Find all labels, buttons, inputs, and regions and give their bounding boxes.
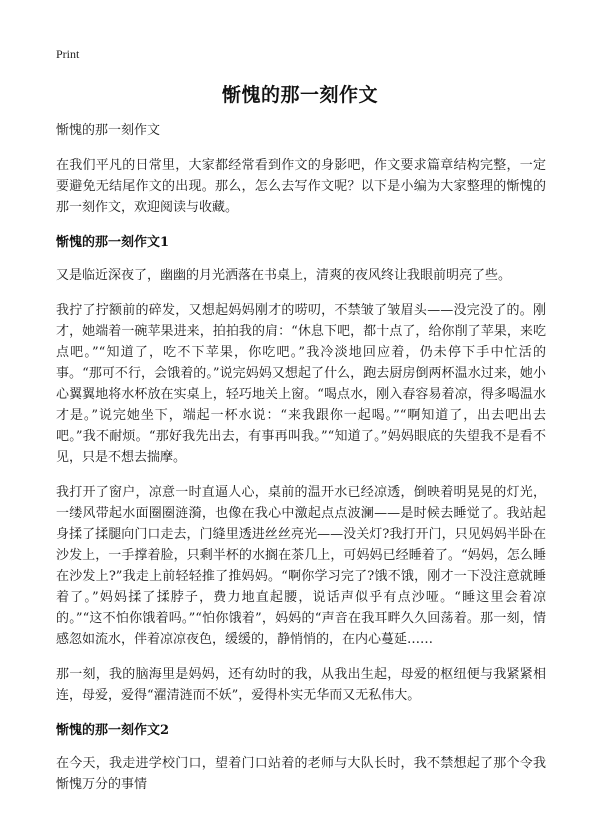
section-1-paragraph-1: 又是临近深夜了，幽幽的月光洒落在书桌上，清爽的夜风终让我眼前明亮了些。: [56, 268, 512, 283]
section-heading-2: 惭愧的那一刻作文2: [56, 723, 170, 738]
section-1-paragraph-3: 我打开了窗户，凉意一时直逼人心，桌前的温开水已经凉透，倒映着明晃晃的灯光，一缕风带起水面圈圈涟漪，也像在我心中激起点点波澜——是时候去睡觉了。我站起身揉了揉腿向门口走去，门缝里透进丝丝亮光——没关灯?我打开门，只见妈妈半卧在沙发上，一手撑着脸，只剩半杯的水搁在茶几上，可妈妈已经睡着了。“妈妈，怎么睡在沙发上?”我走上前轻轻推了推妈妈。“啊你学习完了?饿不饿，刚才一下没注意就睡着了。”妈妈揉了揉脖子，费力地直起腰，说话声似乎有点沙哑。“睡这里会着凉的。”“这不怕你饿着吗。”“怕你饿着”，妈妈的“声音在我耳畔久久回荡着。那一刻，情感忽如流水，伴着凉凉夜色，缓缓的，静悄悄的，在内心蔓延……: [56, 485, 546, 647]
print-link[interactable]: Print: [56, 47, 80, 61]
article-body: [56, 120, 546, 809]
page-title: 惭愧的那一刻作文: [221, 84, 378, 106]
section-2-paragraph-1: 在今天，我走进学校门口，望着门口站着的老师与大队长时，我不禁想起了那个令我惭愧万分的事情: [56, 756, 546, 792]
section-1-paragraph-4: 那一刻，我的脑海里是妈妈，还有幼时的我，从我出生起，母爱的枢纽便与我紧紧相连，母爱，爱得“濯清涟而不妖”，爱得朴实无华而又无私伟大。: [56, 667, 546, 703]
section-1-paragraph-2: 我拧了拧额前的碎发，又想起妈妈刚才的唠叨，不禁皱了皱眉头——没完没了的。刚才，她端着一碗苹果进来，拍拍我的肩：“休息下吧，都十点了，给你削了苹果，来吃点吧。”“知道了，吃不下苹果，你吃吧。”我冷淡地回应着，仍未停下手中忙活的事。“那可不行，会饿着的。”说完妈妈又想起了什么，跑去厨房倒两杯温水过来，她小心翼翼地将水杯放在实桌上，轻巧地关上窗。“喝点水，刚入春容易着凉，得多喝温水才是。”说完她坐下，端起一杯水说：“来我跟你一起喝。”“啊知道了，出去吧出去吧。”我不耐烦。“那好我先出去，有事再叫我。”“知道了。”妈妈眼底的失望我不是看不见，只是不想去揣摩。: [56, 303, 546, 465]
intro-paragraph: 在我们平凡的日常里，大家都经常看到作文的身影吧，作文要求篇章结构完整，一定要避免无结尾作文的出现。那么，怎么去写作文呢？以下是小编为大家整理的惭愧的那一刻作文，欢迎阅读与收藏。: [56, 158, 546, 215]
section-heading-1: 惭愧的那一刻作文1: [56, 235, 170, 250]
article-subtitle: 惭愧的那一刻作文: [56, 123, 161, 138]
